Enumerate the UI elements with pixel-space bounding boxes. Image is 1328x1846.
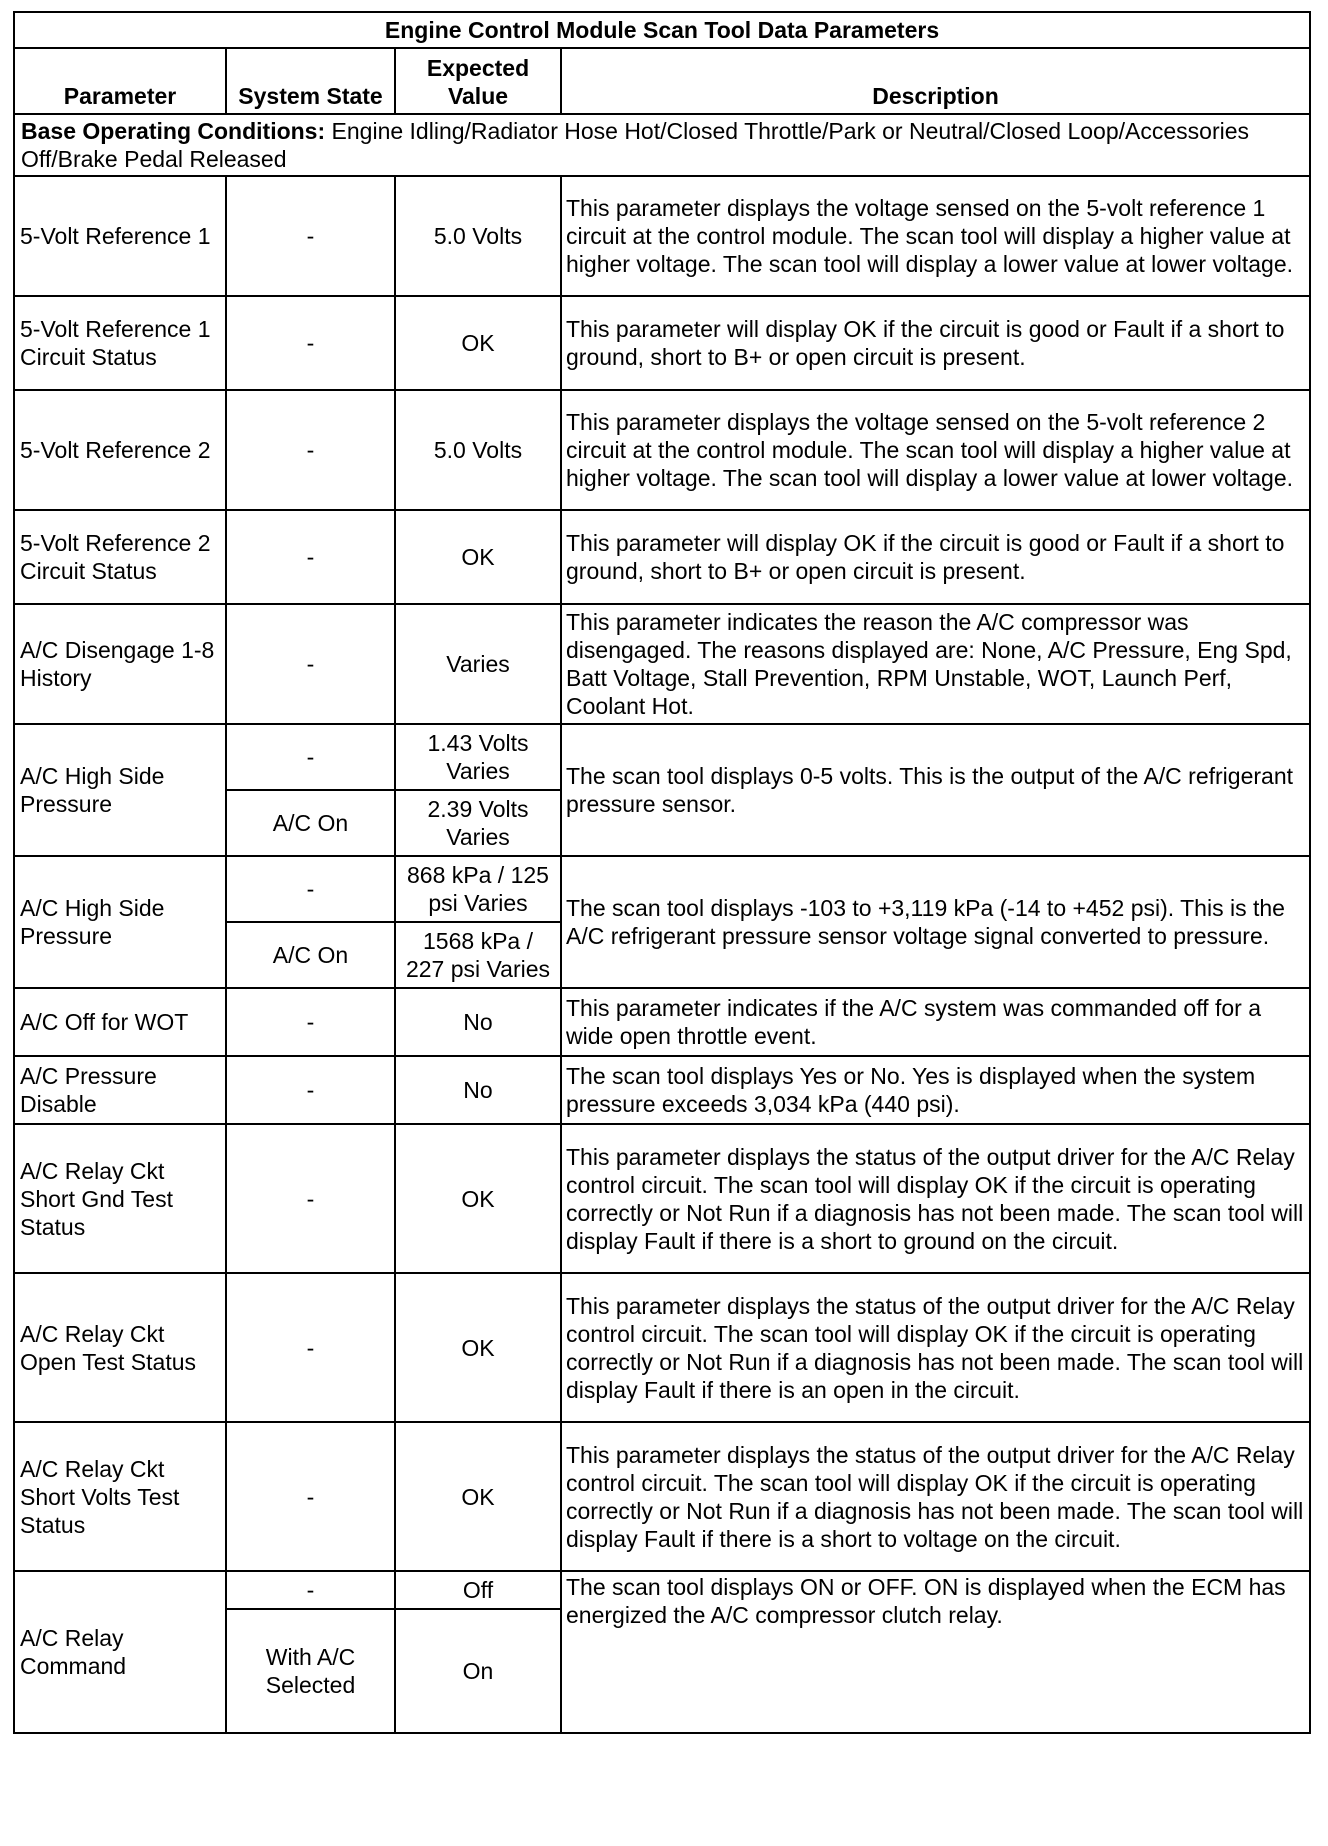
- description-cell: The scan tool displays Yes or No. Yes is displayed when the system pressure exceeds 3,034 kPa (440 psi).: [561, 1056, 1310, 1124]
- base-conditions-row: [14, 114, 1310, 176]
- table-row: [14, 1056, 1310, 1124]
- system-state-cell: -: [226, 1422, 395, 1571]
- description-cell: This parameter displays the voltage sensed on the 5-volt reference 2 circuit at the control module. The scan tool will display a higher value at higher voltage. The scan tool will display a lower value at lower voltage.: [561, 390, 1310, 510]
- scan-tool-data-table: [13, 11, 1311, 1734]
- expected-value-cell: No: [395, 1056, 561, 1124]
- description-cell: This parameter indicates if the A/C system was commanded off for a wide open throttle event.: [561, 988, 1310, 1056]
- system-state-cell: -: [226, 604, 395, 724]
- table-row: [14, 988, 1310, 1056]
- system-state-cell: -: [226, 724, 395, 790]
- table-row: [14, 1571, 1310, 1609]
- expected-value-cell: OK: [395, 1422, 561, 1571]
- table-row: [14, 1124, 1310, 1273]
- parameter-cell: 5-Volt Reference 1 Circuit Status: [14, 296, 226, 390]
- expected-value-cell: 1.43 Volts Varies: [395, 724, 561, 790]
- table-row: [14, 176, 1310, 296]
- description-cell: This parameter displays the status of the output driver for the A/C Relay control circuit. The scan tool will display OK if the circuit is operating correctly or Not Run if a diagnosis has not been made. The scan tool will display Fault if there is an open in the circuit.: [561, 1273, 1310, 1422]
- parameter-cell: A/C Relay Ckt Short Gnd Test Status: [14, 1124, 226, 1273]
- system-state-cell: A/C On: [226, 790, 395, 856]
- header-expected-value: Expected Value: [395, 48, 561, 114]
- parameter-cell: A/C Relay Ckt Open Test Status: [14, 1273, 226, 1422]
- parameter-cell: A/C Relay Ckt Short Volts Test Status: [14, 1422, 226, 1571]
- table-title-row: [14, 12, 1310, 48]
- system-state-cell: -: [226, 1273, 395, 1422]
- description-cell: This parameter displays the voltage sensed on the 5-volt reference 1 circuit at the control module. The scan tool will display a higher value at higher voltage. The scan tool will display a lower value at lower voltage.: [561, 176, 1310, 296]
- table-row: [14, 604, 1310, 724]
- system-state-cell: -: [226, 988, 395, 1056]
- table-row: [14, 510, 1310, 604]
- description-cell: The scan tool displays 0-5 volts. This is the output of the A/C refrigerant pressure sensor.: [561, 724, 1310, 856]
- description-cell: The scan tool displays ON or OFF. ON is displayed when the ECM has energized the A/C compressor clutch relay.: [561, 1571, 1310, 1733]
- expected-value-cell: Off: [395, 1571, 561, 1609]
- parameter-cell: A/C Pressure Disable: [14, 1056, 226, 1124]
- parameter-cell: A/C High Side Pressure: [14, 724, 226, 856]
- system-state-cell: -: [226, 390, 395, 510]
- description-cell: The scan tool displays -103 to +3,119 kPa (-14 to +452 psi). This is the A/C refrigerant pressure sensor voltage signal converted to pressure.: [561, 856, 1310, 988]
- system-state-cell: -: [226, 296, 395, 390]
- system-state-cell: -: [226, 1124, 395, 1273]
- system-state-cell: With A/C Selected: [226, 1609, 395, 1733]
- description-cell: This parameter displays the status of the output driver for the A/C Relay control circuit. The scan tool will display OK if the circuit is operating correctly or Not Run if a diagnosis has not been made. The scan tool will display Fault if there is a short to voltage on the circuit.: [561, 1422, 1310, 1571]
- system-state-cell: A/C On: [226, 922, 395, 988]
- base-conditions-label: Base Operating Conditions:: [21, 118, 326, 144]
- parameter-cell: A/C Disengage 1-8 History: [14, 604, 226, 724]
- system-state-cell: -: [226, 1056, 395, 1124]
- expected-value-cell: 868 kPa / 125 psi Varies: [395, 856, 561, 922]
- expected-value-cell: OK: [395, 510, 561, 604]
- parameter-cell: A/C Relay Command: [14, 1571, 226, 1733]
- parameter-cell: 5-Volt Reference 1: [14, 176, 226, 296]
- description-cell: This parameter will display OK if the circuit is good or Fault if a short to ground, short to B+ or open circuit is present.: [561, 296, 1310, 390]
- table-row: [14, 856, 1310, 922]
- system-state-cell: -: [226, 1571, 395, 1609]
- expected-value-cell: Varies: [395, 604, 561, 724]
- expected-value-cell: OK: [395, 296, 561, 390]
- expected-value-cell: 5.0 Volts: [395, 176, 561, 296]
- header-system-state: System State: [226, 48, 395, 114]
- column-header-row: [14, 48, 1310, 114]
- table-row: [14, 296, 1310, 390]
- description-cell: This parameter will display OK if the circuit is good or Fault if a short to ground, short to B+ or open circuit is present.: [561, 510, 1310, 604]
- expected-value-cell: On: [395, 1609, 561, 1733]
- system-state-cell: -: [226, 856, 395, 922]
- parameter-cell: A/C High Side Pressure: [14, 856, 226, 988]
- system-state-cell: -: [226, 176, 395, 296]
- description-cell: This parameter displays the status of the output driver for the A/C Relay control circuit. The scan tool will display OK if the circuit is operating correctly or Not Run if a diagnosis has not been made. The scan tool will display Fault if there is a short to ground on the circuit.: [561, 1124, 1310, 1273]
- base-conditions-text: Engine Idling/Radiator Hose Hot/Closed Throttle/Park or Neutral/Closed Loop/Accessories Off/Brake Pedal Released: [21, 118, 1250, 172]
- parameter-cell: 5-Volt Reference 2: [14, 390, 226, 510]
- header-parameter: Parameter: [14, 48, 226, 114]
- table-row: [14, 1422, 1310, 1571]
- expected-value-cell: 1568 kPa / 227 psi Varies: [395, 922, 561, 988]
- description-cell: This parameter indicates the reason the A/C compressor was disengaged. The reasons displayed are: None, A/C Pressure, Eng Spd, Batt Voltage, Stall Prevention, RPM Unstable, WOT, Launch Perf, Coolant Hot.: [561, 604, 1310, 724]
- header-description: Description: [561, 48, 1310, 114]
- expected-value-cell: 2.39 Volts Varies: [395, 790, 561, 856]
- scan-tool-data-document: [13, 11, 1309, 1734]
- parameter-cell: A/C Off for WOT: [14, 988, 226, 1056]
- expected-value-cell: OK: [395, 1273, 561, 1422]
- table-row: [14, 724, 1310, 790]
- expected-value-cell: No: [395, 988, 561, 1056]
- parameter-cell: 5-Volt Reference 2 Circuit Status: [14, 510, 226, 604]
- expected-value-cell: OK: [395, 1124, 561, 1273]
- system-state-cell: -: [226, 510, 395, 604]
- table-title: Engine Control Module Scan Tool Data Parameters: [14, 12, 1310, 48]
- table-row: [14, 390, 1310, 510]
- table-row: [14, 1273, 1310, 1422]
- expected-value-cell: 5.0 Volts: [395, 390, 561, 510]
- base-conditions: [14, 114, 1310, 176]
